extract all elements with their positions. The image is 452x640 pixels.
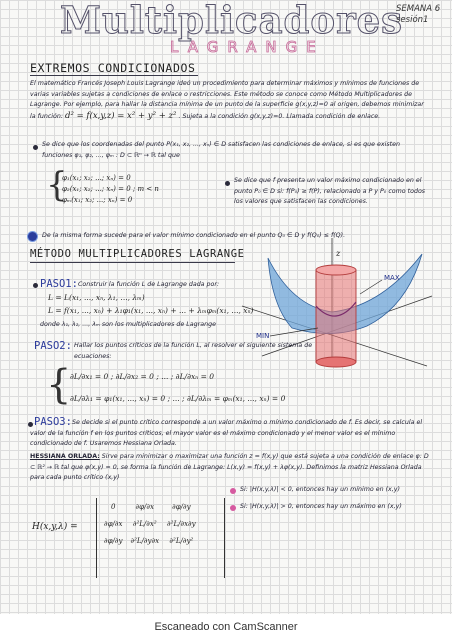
matrix-cell: ∂²L/∂x∂y — [167, 520, 196, 528]
constraint-m: φₘ(x₁; x₂; ...; xₙ) = 0 — [62, 196, 133, 204]
matrix-cell: ∂²L/∂y∂x — [130, 537, 160, 545]
bullet2-text: De la misma forma sucede para el valor mínimo condicionado en el punto Q₀ ∈ D y f(Q₀) ≤ f(Q). — [42, 232, 346, 239]
paso2-label: PASO2: — [34, 340, 72, 352]
matrix-cell: ∂²L/∂x² — [132, 520, 157, 528]
bullet-dot — [225, 181, 230, 186]
constraint-1: φ₁(x₁; x₂; ...; xₙ) = 0 — [62, 174, 131, 182]
paso2-text: Hallar los puntos críticos de la función L, al resolver el siguiente sistema de ecuaciones: — [74, 342, 313, 360]
hessian-matrix — [100, 502, 200, 546]
max-condition-text: Se dice que f presenta un valor máximo condicionado en el punto P₀ ∈ D si: f(P₀) ≥ f(P), relacionado a P y P₀ como todos los valores que satisfacen las condiciones. — [234, 177, 426, 205]
rule-max: Si: |H(x,y,λ)| > 0, entonces hay un máximo en (x,y) — [240, 503, 402, 510]
intro-tail: función: — [37, 112, 64, 120]
session-text: sesión1 — [396, 15, 429, 25]
matrix-row — [100, 512, 200, 529]
matrix-left-bar — [96, 498, 97, 578]
paso2-row1: ∂L/∂x₁ = 0 ; ∂L/∂x₂ = 0 ; ... ; ∂L/∂xₙ = 0 — [70, 372, 215, 381]
matrix-cell: ∂φ/∂y — [104, 537, 123, 545]
paso2-row2: ∂L/∂λ₁ = φ₁(x₁, ..., xₙ) = 0 ; ... ; ∂L/∂λₘ = φₘ(x₁, ..., xₙ) = 0 — [70, 394, 286, 403]
matrix-label: H(x,y,λ) = — [32, 522, 78, 532]
matrix-cell: ∂φ/∂y — [172, 503, 191, 511]
paso1-eq2: L = f(x₁, ..., xₙ) + λ₁φ₁(x₁, ..., xₙ) + ... + λₘφₘ(x₁, ..., xₙ) — [48, 306, 254, 315]
section1-underline — [30, 75, 198, 76]
matrix-cell: ∂φ/∂x — [135, 503, 154, 511]
hessiana-block — [30, 452, 435, 484]
bullet-dot — [28, 232, 37, 241]
hessiana-label: HESSIANA ORLADA: — [30, 453, 100, 460]
paso3-text: Se decide si el punto crítico corresponde a un valor máximo o mínimo condicionado de f. Es decir, se calcula el valor de la función f en los puntos críticos, el mayor valor es el máximo condicionado y el menor valor es el mínimo condicionado de f. Usaremos Hessiana Orlada. — [30, 419, 423, 447]
bullet1-text: Se dice que los coordenadas del punto P(x₁, x₂, ..., xₙ) ∈ D satisfacen las condiciones de enlace, si es que existen funciones φ₁, φ₂, ..., φₘ : D ⊂ ℝⁿ → ℝ tal que — [42, 141, 400, 159]
matrix-row — [100, 529, 200, 546]
page-subtitle: LAGRANGE — [170, 38, 325, 56]
constraint-2: φ₂(x₁; x₂; ...; xₙ) = 0 ; m < n — [62, 185, 159, 193]
week-label — [396, 4, 450, 26]
hessiana-text: Sirve para minimizar o maximizar una función z = f(x,y) que está sujeta a una condición de enlace φ: D ⊂ ℝ² → ℝ tal que φ(x,y) = 0, se forma la función de Lagrange: L(x,y) = f(x,y) + λφ(x,y). Definimos la matriz Hessiana Orlada para cada punto crítico (x,y) — [30, 453, 429, 481]
section2-heading: MÉTODO MULTIPLICADORES LAGRANGE — [30, 248, 245, 260]
cylinder-top — [316, 265, 356, 275]
section2-underline — [30, 262, 235, 263]
z-label: z — [336, 249, 341, 258]
matrix-cell: ∂φ/∂x — [104, 520, 123, 528]
paso1-label: PASO1: — [40, 278, 78, 290]
paso1-note: donde λ₁, λ₂, ..., λₘ son los multiplicadores de Lagrange — [40, 321, 216, 328]
matrix-cell: 0 — [111, 503, 116, 511]
bullet-dot — [33, 145, 38, 150]
page-title: Multiplicadores — [60, 0, 403, 42]
bullet-dot — [230, 488, 236, 494]
section1-intro — [30, 79, 430, 122]
paso1-text: Construir la función L de Lagrange dada por: — [78, 281, 220, 288]
paso3-label: PASO3: — [34, 416, 72, 428]
rule-min: Si: |H(x,y,λ)| < 0, entonces hay un mínimo en (x,y) — [240, 486, 400, 493]
bullet-dot — [33, 283, 38, 288]
constraint-system — [62, 173, 159, 206]
matrix-cell: ∂²L/∂y² — [169, 537, 194, 545]
matrix-right-bar — [224, 498, 225, 578]
intro-text: El matemático Francés Joseph Louis Lagrange ideó un procedimiento para determinar máximos y mínimos de funciones de varias variables sujetas a condiciones de enlace o restricciones. Este método se conoce como Método Multiplicadores de Lagrange. Por ejemplo, para hallar la distancia mínima de un punto de la superficie g(x,y,z)=0 al origen, debemos minimizar la — [30, 80, 424, 120]
scanner-footer: Escaneado con CamScanner — [0, 614, 452, 640]
paso1-eq1: L = L(x₁, ..., xₙ, λ₁, ..., λₘ) — [48, 293, 145, 302]
week-text: SEMANA 6 — [396, 4, 441, 14]
formula-tail: . Sujeta a la condición g(x,y,z)=0. Llamada condición de enlace. — [178, 112, 381, 120]
matrix-row — [100, 502, 200, 512]
section1-heading: EXTREMOS CONDICIONADOS — [30, 61, 196, 75]
paso2-brace: { — [46, 362, 72, 408]
min-label: MIN — [256, 332, 270, 340]
system-brace: { — [46, 165, 68, 205]
max-arrow — [360, 280, 382, 294]
bullet-dot — [230, 505, 236, 511]
max-label: MAX — [384, 274, 400, 282]
distance-formula: d² = f(x,y,z) = x² + y² + z² — [65, 110, 177, 121]
